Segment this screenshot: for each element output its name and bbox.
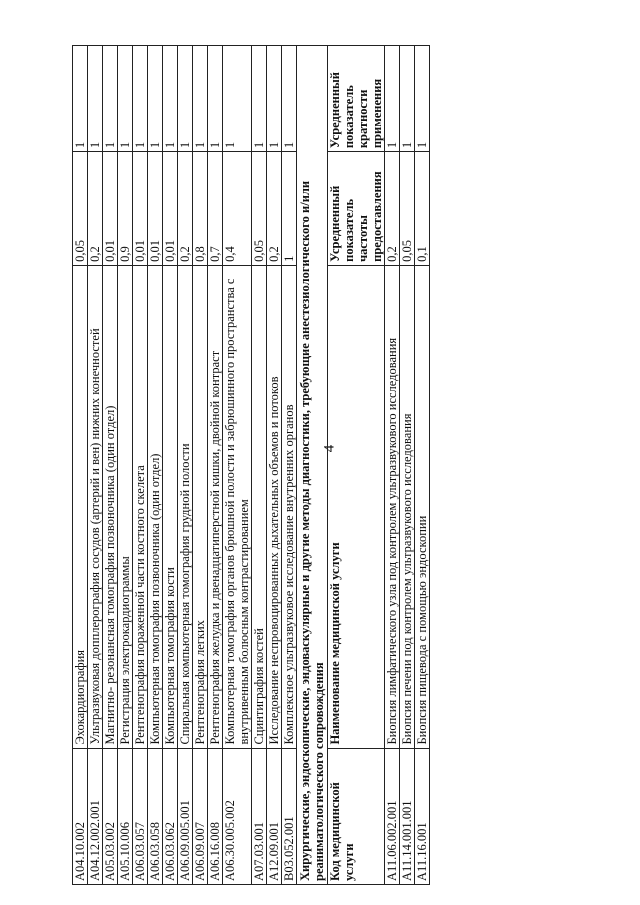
cell-frequency: 0,05 [73,152,88,266]
cell-frequency: 0,2 [88,152,103,266]
table-row [193,46,208,885]
cell-name: Компьютерная томография органов брюшной полости и забрюшинного пространства с внутривенным болюсным контрастированием [223,265,252,748]
header-multiplicity: Усредненный показатель кратности применения [328,46,385,152]
table-row [208,46,223,885]
table-row [400,46,415,885]
cell-code: A05.03.002 [103,748,118,884]
page-number: 4 [321,444,338,453]
cell-name: Биопсия лимфатического узла под контролем ультразвукового исследования [385,265,400,748]
cell-frequency: 0,05 [400,152,415,266]
cell-multiplicity: 1 [88,46,103,152]
cell-frequency: 0,01 [163,152,178,266]
table-row [282,46,297,885]
cell-code: A06.03.062 [163,748,178,884]
cell-name: Исследование неспровоцированных дыхательных объемов и потоков [267,265,282,748]
cell-frequency: 0,8 [193,152,208,266]
cell-multiplicity: 1 [133,46,148,152]
header-name: Наименование медицинской услуги [328,265,385,748]
cell-code: A04.12.002.001 [88,748,103,884]
table-row [118,46,133,885]
table-row [223,46,252,885]
cell-name: Сцинтиграфия костей [252,265,267,748]
cell-code: A07.03.001 [252,748,267,884]
table-row [148,46,163,885]
header-frequency: Усредненный показатель частоты предоставления [328,152,385,266]
cell-code: A11.16.001 [415,748,430,884]
cell-code: A06.03.057 [133,748,148,884]
cell-code: A11.06.002.001 [385,748,400,884]
cell-frequency: 0,7 [208,152,223,266]
table-row [252,46,267,885]
cell-frequency: 0,01 [103,152,118,266]
cell-code: A05.10.006 [118,748,133,884]
table-row [133,46,148,885]
header-row [328,46,385,885]
table-row [178,46,193,885]
cell-frequency: 0,01 [148,152,163,266]
cell-frequency: 0,4 [223,152,252,266]
cell-code: A06.16.008 [208,748,223,884]
cell-multiplicity: 1 [163,46,178,152]
cell-name: Спиральная компьютерная томография грудной полости [178,265,193,748]
cell-multiplicity: 1 [103,46,118,152]
header-code: Код медицинской услуги [328,748,385,884]
table-row [163,46,178,885]
table-row [415,46,430,885]
cell-name: Регистрация электрокардиограммы [118,265,133,748]
cell-name: Рентгенография легких [193,265,208,748]
cell-frequency: 0,2 [385,152,400,266]
cell-code: A11.14.001.001 [400,748,415,884]
cell-name: Эхокардиография [73,265,88,748]
cell-multiplicity: 1 [208,46,223,152]
cell-multiplicity: 1 [252,46,267,152]
cell-multiplicity: 1 [385,46,400,152]
table-row [103,46,118,885]
cell-multiplicity: 1 [267,46,282,152]
cell-multiplicity: 1 [282,46,297,152]
cell-multiplicity: 1 [178,46,193,152]
cell-name: Комплексное ультразвуковое исследование внутренних органов [282,265,297,748]
cell-code: A06.03.058 [148,748,163,884]
cell-multiplicity: 1 [73,46,88,152]
cell-name: Магнитно- резонансная томография позвоночника (один отдел) [103,265,118,748]
cell-frequency: 0,01 [133,152,148,266]
cell-code: A06.09.005.001 [178,748,193,884]
services-table [72,45,430,885]
cell-frequency: 0,9 [118,152,133,266]
cell-frequency: 0,1 [415,152,430,266]
cell-name: Биопсия пищевода с помощью эндоскопии [415,265,430,748]
section-row [297,46,328,885]
cell-code: A06.09.007 [193,748,208,884]
cell-code: B03.052.001 [282,748,297,884]
table-row [267,46,282,885]
cell-multiplicity: 1 [148,46,163,152]
cell-multiplicity: 1 [415,46,430,152]
cell-name: Биопсия печени под контролем ультразвукового исследования [400,265,415,748]
cell-frequency: 1 [282,152,297,266]
cell-name: Компьютерная томография позвоночника (один отдел) [148,265,163,748]
cell-frequency: 0,05 [252,152,267,266]
table-row [88,46,103,885]
cell-multiplicity: 1 [193,46,208,152]
table-row [73,46,88,885]
cell-name: Рентгенография пораженной части костного скелета [133,265,148,748]
cell-code: A12.09.001 [267,748,282,884]
table-row [385,46,400,885]
cell-name: Ультразвуковая допплерография сосудов (артерий и вен) нижних конечностей [88,265,103,748]
document-sheet [72,45,562,885]
cell-multiplicity: 1 [400,46,415,152]
cell-frequency: 0,2 [178,152,193,266]
cell-frequency: 0,2 [267,152,282,266]
section-title: Хирургические, эндоскопические, эндоваскулярные и другие методы диагностики, требующие анестезиологического и/или реаниматологического сопровождения [297,46,328,885]
cell-name: Компьютерная томография кости [163,265,178,748]
cell-code: A04.10.002 [73,748,88,884]
cell-code: A06.30.005.002 [223,748,252,884]
cell-multiplicity: 1 [118,46,133,152]
cell-name: Рентгенография желудка и двенадцатиперстной кишки, двойной контраст [208,265,223,748]
cell-multiplicity: 1 [223,46,252,152]
